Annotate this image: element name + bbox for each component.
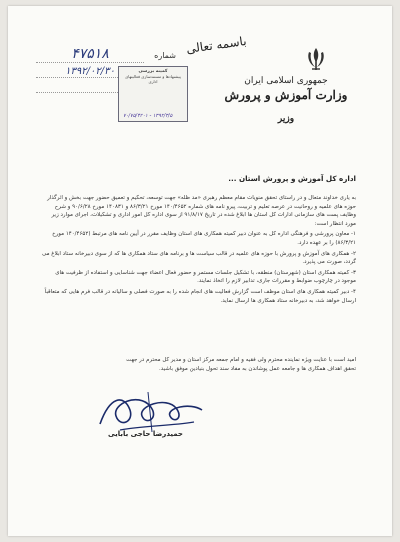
body-item: ۳- کمیته همکاری استان (شهرستان) منطقه، با تشکیل جلسات مستمر و حضور فعال اعضاء جهت شناسایی و استفاده از ظرفیت های موجود در چارچوب ضوابط و مقررات جاری، تدابیر لازم را اتخاذ نمایند. [55,269,356,285]
signatory-name: حمیدرضا حاجی بابایی [108,430,183,438]
body-item: ۱- معاون پرورشی و فرهنگی اداره کل به عنوان دبیر کمیته همکاری های استان وظایف مقرر در آیین نامه های مرتبط (۱۴۰/۴۶۵۲ مورخ ۸۶/۳/۲۱) را بر عهده دارد. [52,231,356,246]
body-intro: به یاری خداوند متعال و در راستای تحقق منویات مقام معظم رهبری «مد ظله» جهت توسعه، تحکیم و تعمیق حضور جهت بخش و اثرگذار حوزه های علمیه و روحانیت در عرصه تعلیم و تربیت، پیرو نامه های شماره ۱۴۰/۴۶۵۲ مورخ ۸۶/۳/۲۱ و ۱۴۰۸۳۱ مورخ ۹۰/۶/۲۸ و شرح وظایف پست های سازمانی ادارات کل استان ها ابلاغ شده در تاریخ ۹۱/۸/۱۷ از سوی اداره کل امور اداری و تشکیلات، اجرای موارد زیر مورد انتظار است: [47,195,356,227]
ministry-header [216,76,356,124]
letter-closing [40,356,356,373]
letter-page [8,6,392,536]
country-name: جمهوری اسلامی ایران [244,76,328,86]
registration-stamp [118,66,188,122]
number-row [36,46,176,66]
number-value: ۴۷۵۱۸ [36,46,144,63]
ministry-name: وزارت آموزش و پرورش [224,88,348,102]
closing-line: تحقق اهداف همکاری ها و جامعه عمل پوشاندن به مفاد سند تحول بنیادین موفق باشید. [158,365,356,372]
handwritten-signature [90,386,210,436]
body-item: ۴- دبیر کمیته همکاری های استان موظف است گزارش فعالیت های انجام شده را به صورت فصلی و سالیانه در قالب فرم هایی که متعاقباً ارسال خواهد شد، به دبیرخانه ستاد همکاری ها ارسال نماید. [44,288,356,304]
letter-body [40,194,356,307]
stamp-subtitle: پیشنهادها و مستندسازی فعالیتهای اداری [125,74,181,84]
addressee: اداره کل آموزش و پرورش استان ... [228,174,356,183]
minister-title: وزیر [277,114,295,124]
date-value: ۱۳۹۲/۰۲/۳۰ [36,66,144,78]
stamp-number: ۷۰/۷۵/۴۲۰۱ - ۱۳۹۲/۳/۵ [123,113,173,119]
basmala: باسمه تعالی [185,33,248,57]
iran-emblem-icon [304,46,328,72]
closing-line: امید است با عنایت ویژه نماینده محترم ولی فقیه و امام جمعه مرکز استان و مدیر کل محترم در جهت [126,357,356,363]
stamp-line [121,107,185,112]
body-item: ۲- همکاری های آموزش و پرورش با حوزه های علمیه در قالب سیاست ها و برنامه های ستاد همکاری ها که از سوی دبیرخانه ستاد ابلاغ می گردد، صورت می پذیرد. [42,250,356,266]
number-label: شماره [154,51,176,60]
stamp-title: کمیته بررسی [138,69,168,74]
